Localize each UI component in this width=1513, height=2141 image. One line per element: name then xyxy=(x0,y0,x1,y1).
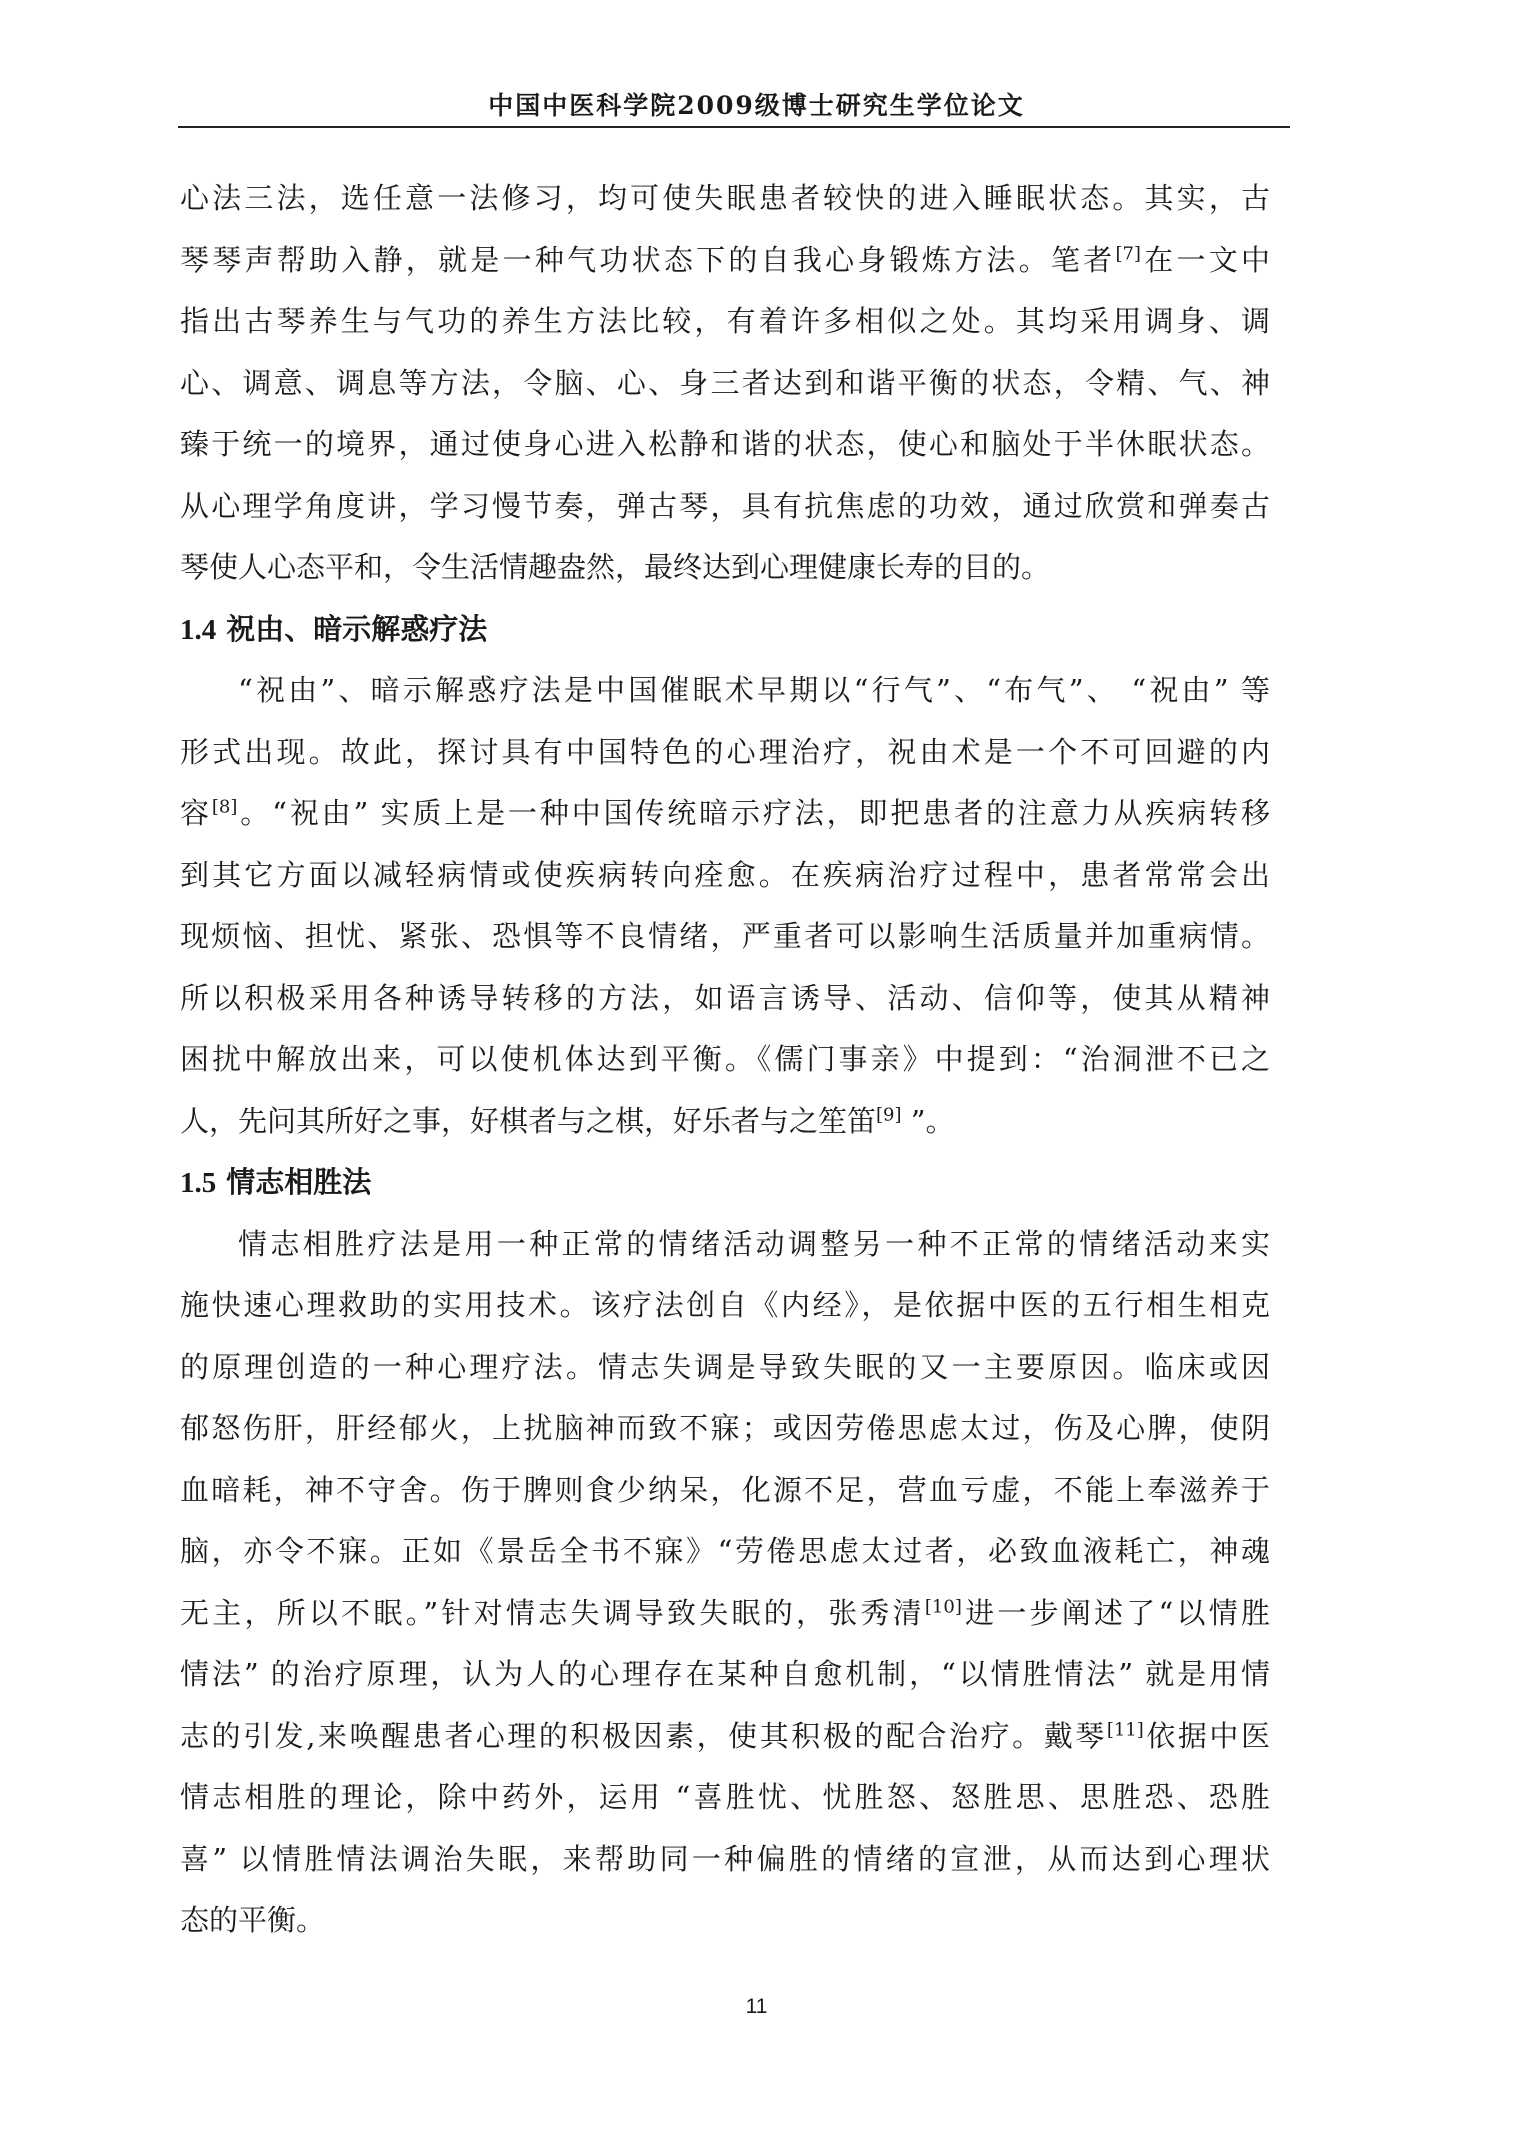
text-line: 郁怒伤肝，肝经郁火，上扰脑神而致不寐；或因劳倦思虑太过，伤及心脾，使阴 xyxy=(180,1411,1270,1445)
text-line: 态的平衡。 xyxy=(180,1903,326,1937)
citation-ref: [7] xyxy=(1115,242,1141,264)
text-line: 的原理创造的一种心理疗法。情志失调是导致失眠的又一主要原因。临床或因 xyxy=(180,1349,1270,1384)
text-line: 人，先问其所好之事，好棋者与之棋，好乐者与之笙笛[9] ”。 xyxy=(180,1103,955,1138)
text-line: 所以积极采用各种诱导转移的方法，如语言诱导、活动、信仰等，使其从精神 xyxy=(180,980,1270,1015)
page-body xyxy=(180,168,1270,1952)
text-line: 困扰中解放出来，可以使机体达到平衡。《儒门事亲》中提到：“治洞泄不已之 xyxy=(180,1042,1270,1076)
text-line: 志的引发,来唤醒患者心理的积极因素，使其积极的配合治疗。戴琴[11]依据中医 xyxy=(180,1718,1270,1753)
citation-ref: [10] xyxy=(924,1595,962,1617)
text-line: 臻于统一的境界，通过使身心进入松静和谐的状态，使心和脑处于半休眠状态。 xyxy=(180,427,1270,461)
page-number: 11 xyxy=(745,1995,768,2018)
paragraph-qin-qigong xyxy=(180,168,1270,599)
paragraph-emotion-therapy xyxy=(180,1214,1270,1952)
text-line: 喜” 以情胜情法调治失眠，来帮助同一种偏胜的情绪的宣泄，从而达到心理状 xyxy=(180,1841,1270,1876)
text-line: “祝由”、暗示解惑疗法是中国催眠术早期以“行气”、“布气”、 “祝由” 等 xyxy=(238,673,1270,707)
citation-ref: [11] xyxy=(1106,1718,1144,1740)
citation-ref: [9] xyxy=(876,1103,902,1125)
citation-ref: [8] xyxy=(211,796,238,818)
text-line: 指出古琴养生与气功的养生方法比较，有着许多相似之处。其均采用调身、调 xyxy=(180,304,1270,338)
text-line: 血暗耗，神不守舍。伤于脾则食少纳呆，化源不足，营血亏虚，不能上奉滋养于 xyxy=(180,1472,1270,1507)
text-line: 情法” 的治疗原理，认为人的心理存在某种自愈机制，“以情胜情法” 就是用情 xyxy=(180,1657,1270,1691)
text-line: 到其它方面以减轻病情或使疾病转向痊愈。在疾病治疗过程中，患者常常会出 xyxy=(180,857,1270,892)
text-line: 情志相胜的理论，除中药外，运用 “喜胜忧、忧胜怒、怒胜思、思胜恐、恐胜 xyxy=(180,1780,1270,1814)
section-heading-1-4: 1.4 祝由、暗示解惑疗法 xyxy=(180,611,488,646)
text-line: 心、调意、调息等方法，令脑、心、身三者达到和谐平衡的状态，令精、气、神 xyxy=(180,365,1270,400)
text-line: 心法三法，选任意一法修习，均可使失眠患者较快的进入睡眠状态。其实，古 xyxy=(180,181,1270,215)
text-line: 无主，所以不眠。”针对情志失调导致失眠的，张秀清[10]进一步阐述了“以情胜 xyxy=(180,1595,1271,1630)
text-line: 施快速心理救助的实用技术。该疗法创自《内经》，是依据中医的五行相生相克 xyxy=(180,1288,1270,1322)
section-heading-1-5: 1.5 情志相胜法 xyxy=(180,1165,372,1199)
text-line: 脑，亦令不寐。正如《景岳全书不寐》“劳倦思虑太过者，必致血液耗亡，神魂 xyxy=(180,1534,1270,1568)
running-header: 中国中医科学院2009级博士研究生学位论文 xyxy=(488,91,1025,120)
text-line: 情志相胜疗法是用一种正常的情绪活动调整另一种不正常的情绪活动来实 xyxy=(238,1226,1270,1261)
text-line: 琴使人心态平和，令生活情趣盎然，最终达到心理健康长寿的目的。 xyxy=(180,550,1051,584)
text-line: 琴琴声帮助入静，就是一种气功状态下的自我心身锻炼方法。笔者[7]在一文中 xyxy=(180,242,1270,277)
text-line: 从心理学角度讲，学习慢节奏，弹古琴，具有抗焦虑的功效，通过欣赏和弹奏古 xyxy=(180,488,1270,523)
header-rule xyxy=(178,126,1290,128)
text-line: 现烦恼、担忧、紧张、恐惧等不良情绪，严重者可以影响生活质量并加重病情。 xyxy=(180,919,1270,953)
text-line: 容[8]。“祝由” 实质上是一种中国传统暗示疗法，即把患者的注意力从疾病转移 xyxy=(180,796,1270,830)
text-line: 形式出现。故此，探讨具有中国特色的心理治疗，祝由术是一个不可回避的内 xyxy=(180,734,1270,769)
paragraph-zhuyou xyxy=(180,660,1270,1152)
